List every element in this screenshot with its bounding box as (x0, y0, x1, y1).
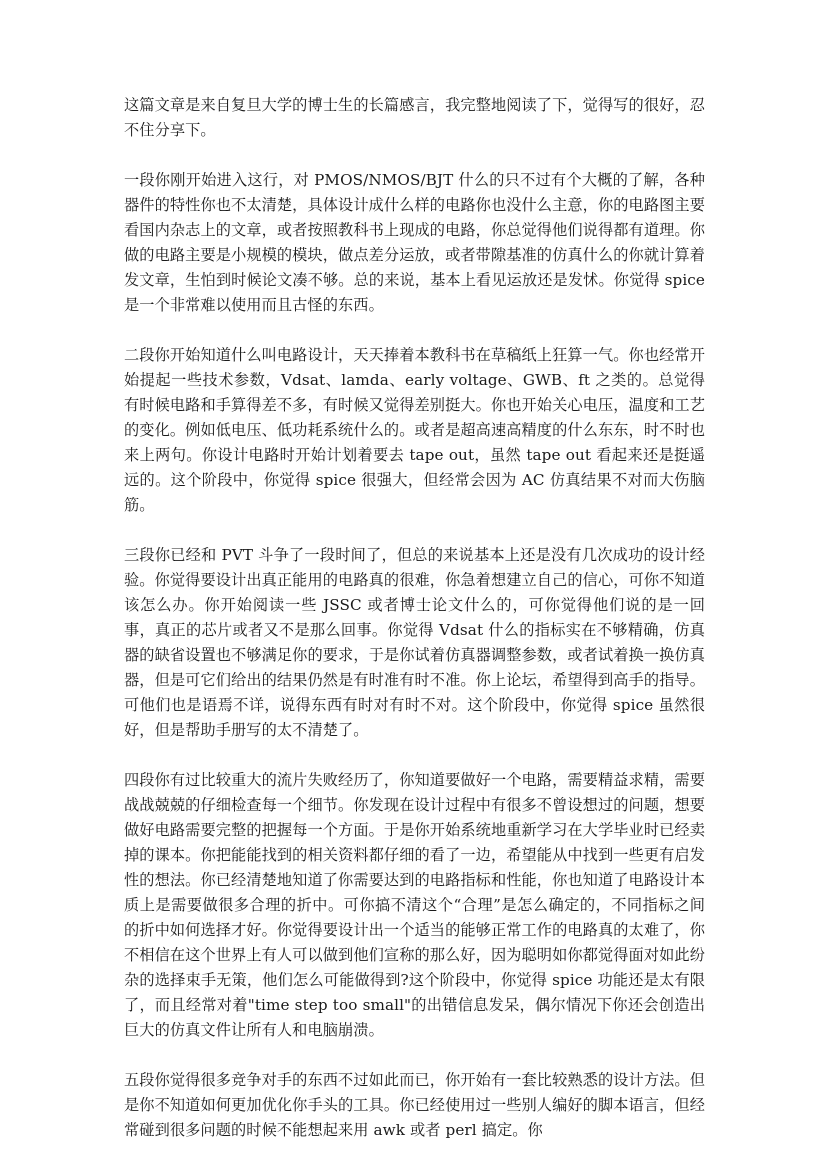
intro-paragraph: 这篇文章是来自复旦大学的博士生的长篇感言，我完整地阅读了下，觉得写的很好，忍不住分享下。 (124, 96, 705, 139)
stage-two-paragraph: 二段你开始知道什么叫电路设计，天天捧着本教科书在草稿纸上狂算一气。你也经常开始提起一些技术参数，Vdsat、lamda、early voltage、GWB、ft 之类的。总觉得有时候电路和手算得差不多，有时候又觉得差别挺大。你也开始关心电压，温度和工艺的变化。例如低电压、低功耗系统什么的。或者是超高速高精度的什么东东，时不时也来上两句。你设计电路时开始计划着要去 tape out，虽然 tape out 看起来还是挺遥远的。这个阶段中，你觉得 spice 很强大，但经常会因为 AC 仿真结果不对而大伤脑筋。 (124, 346, 705, 514)
stage-five-paragraph: 五段你觉得很多竞争对手的东西不过如此而已，你开始有一套比较熟悉的设计方法。但是你不知道如何更加优化你手头的工具。你已经使用过一些别人编好的脚本语言，但经常碰到很多问题的时候不能想起来用 awk 或者 perl 搞定。你 (124, 1071, 705, 1139)
stage-three-paragraph: 三段你已经和 PVT 斗争了一段时间了，但总的来说基本上还是没有几次成功的设计经验。你觉得要设计出真正能用的电路真的很难，你急着想建立自己的信心，可你不知道该怎么办。你开始阅读一些 JSSC 或者博士论文什么的，可你觉得他们说的是一回事，真正的芯片或者又不是那么回事。你觉得 Vdsat 什么的指标实在不够精确，仿真器的缺省设置也不够满足你的要求，于是你试着仿真器调整参数，或者试着换一换仿真器，但是可它们给出的结果仍然是有时准有时不准。你上论坛，希望得到高手的指导。可他们也是语焉不详，说得东西有时对有时不对。这个阶段中，你觉得 spice 虽然很好，但是帮助手册写的太不清楚了。 (124, 546, 705, 739)
stage-one-paragraph: 一段你刚开始进入这行，对 PMOS/NMOS/BJT 什么的只不过有个大概的了解，各种器件的特性你也不太清楚，具体设计成什么样的电路你也没什么主意，你的电路图主要看国内杂志上的文章，或者按照教科书上现成的电路，你总觉得他们说得都有道理。你做的电路主要是小规模的模块，做点差分运放，或者带隙基准的仿真什么的你就计算着发文章，生怕到时候论文凑不够。总的来说，基本上看见运放还是发怵。你觉得 spice 是一个非常难以使用而且古怪的东西。 (124, 171, 705, 314)
article-body (124, 93, 705, 1168)
stage-four-paragraph: 四段你有过比较重大的流片失败经历了，你知道要做好一个电路，需要精益求精，需要战战兢兢的仔细检查每一个细节。你发现在设计过程中有很多不曾设想过的问题，想要做好电路需要完整的把握每一个方面。于是你开始系统地重新学习在大学毕业时已经卖掉的课本。你把能能找到的相关资料都仔细的看了一边，希望能从中找到一些更有启发性的想法。你已经清楚地知道了你需要达到的电路指标和性能，你也知道了电路设计本质上是需要做很多合理的折中。可你搞不清这个“合理”是怎么确定的，不同指标之间的折中如何选择才好。你觉得要设计出一个适当的能够正常工作的电路真的太难了，你不相信在这个世界上有人可以做到他们宣称的那么好，因为聪明如你都觉得面对如此纷杂的选择束手无策，他们怎么可能做得到?这个阶段中，你觉得 spice 功能还是太有限了，而且经常对着"time step too small"的出错信息发呆，偶尔情况下你还会创造出巨大的仿真文件让所有人和电脑崩溃。 (124, 771, 705, 1039)
